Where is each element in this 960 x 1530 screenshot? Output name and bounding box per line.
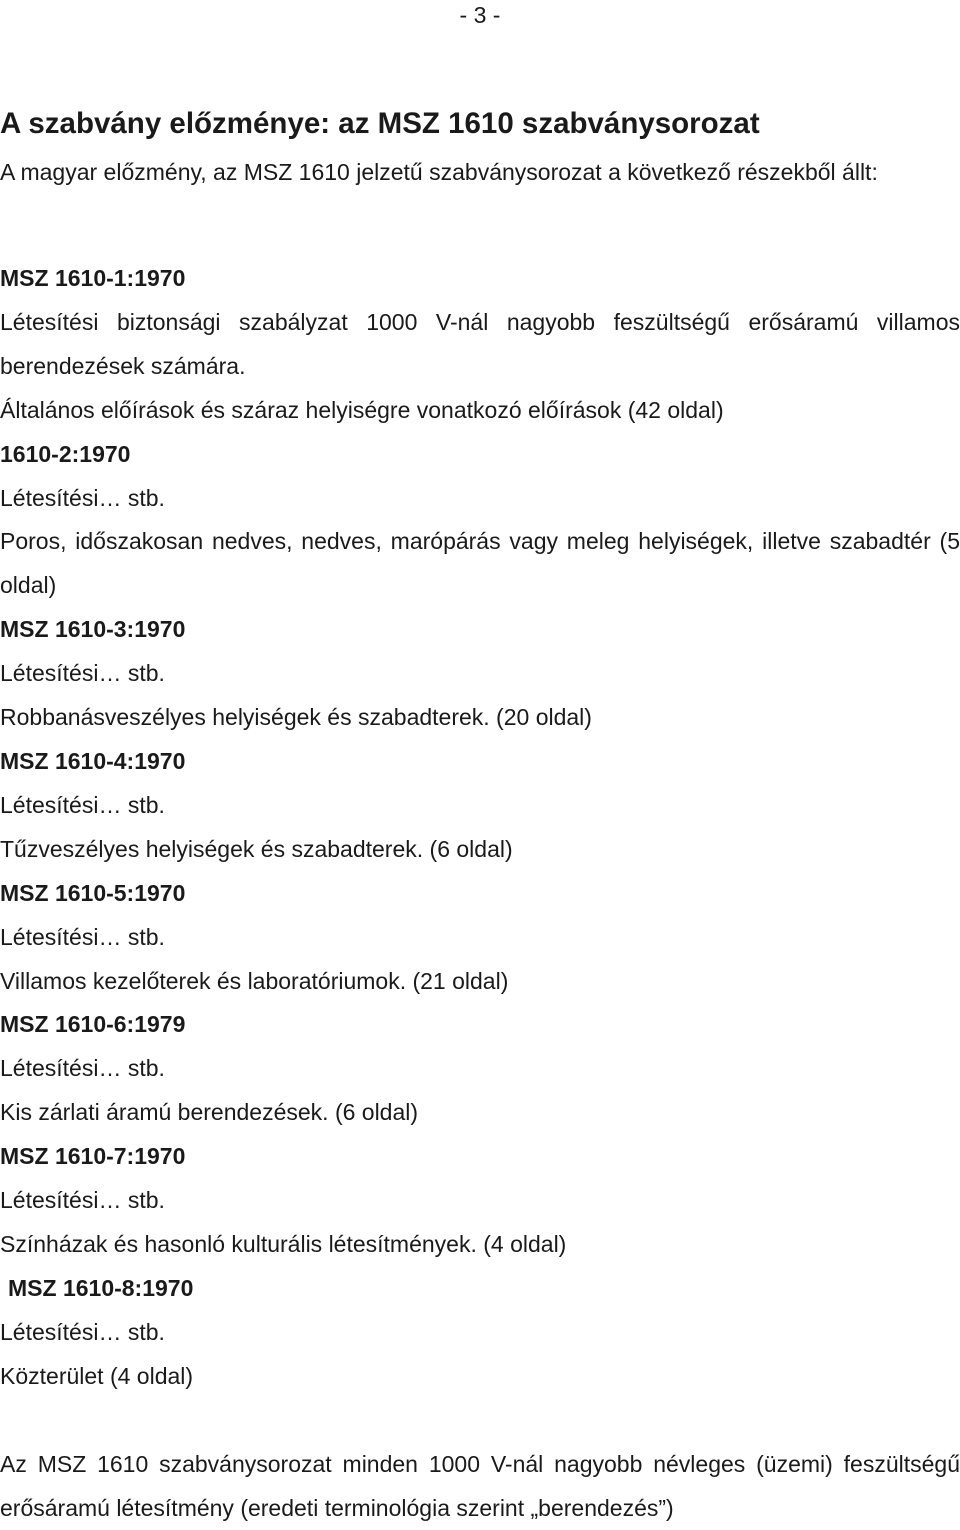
part-description: Tűzveszélyes helyiségek és szabadterek. (6 oldal) (0, 835, 513, 862)
part-code: MSZ 1610-1:1970 (0, 265, 186, 291)
part-code: MSZ 1610-4:1970 (0, 747, 186, 774)
part-title: Létesítési… stb. (0, 1318, 165, 1345)
part-description: Robbanásveszélyes helyiségek és szabadterek. (20 oldal) (0, 704, 592, 731)
part-code: MSZ 1610-7:1970 (0, 1143, 186, 1170)
part-description: Színházak és hasonló kulturális létesítmények. (4 oldal) (0, 1230, 567, 1257)
part-title: Létesítési… stb. (0, 484, 165, 511)
part-code: MSZ 1610-8:1970 (8, 1274, 194, 1301)
intro-paragraph: A magyar előzmény, az MSZ 1610 jelzetű szabványsorozat a következő részekből állt: (0, 159, 878, 185)
part-title: Létesítési… stb. (0, 1055, 165, 1082)
part-description: Közterület (4 oldal) (0, 1362, 194, 1389)
summary-paragraph: Az MSZ 1610 szabványsorozat minden 1000 V-nál nagyobb névleges (üzemi) feszültségű erősáramú létesítmény (eredeti terminológia szerint „berendezés”) (0, 1451, 960, 1521)
part-title: Létesítési biztonsági szabályzat 1000 V-nál nagyobb feszültségű erősáramú villamos berendezések számára. (0, 308, 960, 379)
part-title: Létesítési… stb. (0, 923, 165, 950)
part-code: MSZ 1610-5:1970 (0, 879, 186, 906)
part-title: Létesítési… stb. (0, 1187, 165, 1214)
part-description: Általános előírások és száraz helyiségre vonatkozó előírások (42 oldal) (0, 396, 724, 423)
part-title: Létesítési… stb. (0, 660, 165, 687)
part-description: Kis zárlati áramú berendezések. (6 oldal) (0, 1099, 419, 1126)
page-number: - 3 - (459, 2, 501, 28)
part-description: Poros, időszakosan nedves, nedves, marópárás vagy meleg helyiségek, illetve szabadtér (5 oldal) (0, 528, 960, 599)
part-code: MSZ 1610-6:1979 (0, 1011, 186, 1038)
part-code: MSZ 1610-3:1970 (0, 616, 186, 643)
section-heading: A szabvány előzménye: az MSZ 1610 szabványsorozat (0, 107, 760, 140)
standard-parts-list (0, 257, 960, 1399)
part-title: Létesítési… stb. (0, 791, 165, 818)
part-code: 1610-2:1970 (0, 440, 131, 467)
part-description: Villamos kezelőterek és laboratóriumok. (21 oldal) (0, 967, 509, 994)
